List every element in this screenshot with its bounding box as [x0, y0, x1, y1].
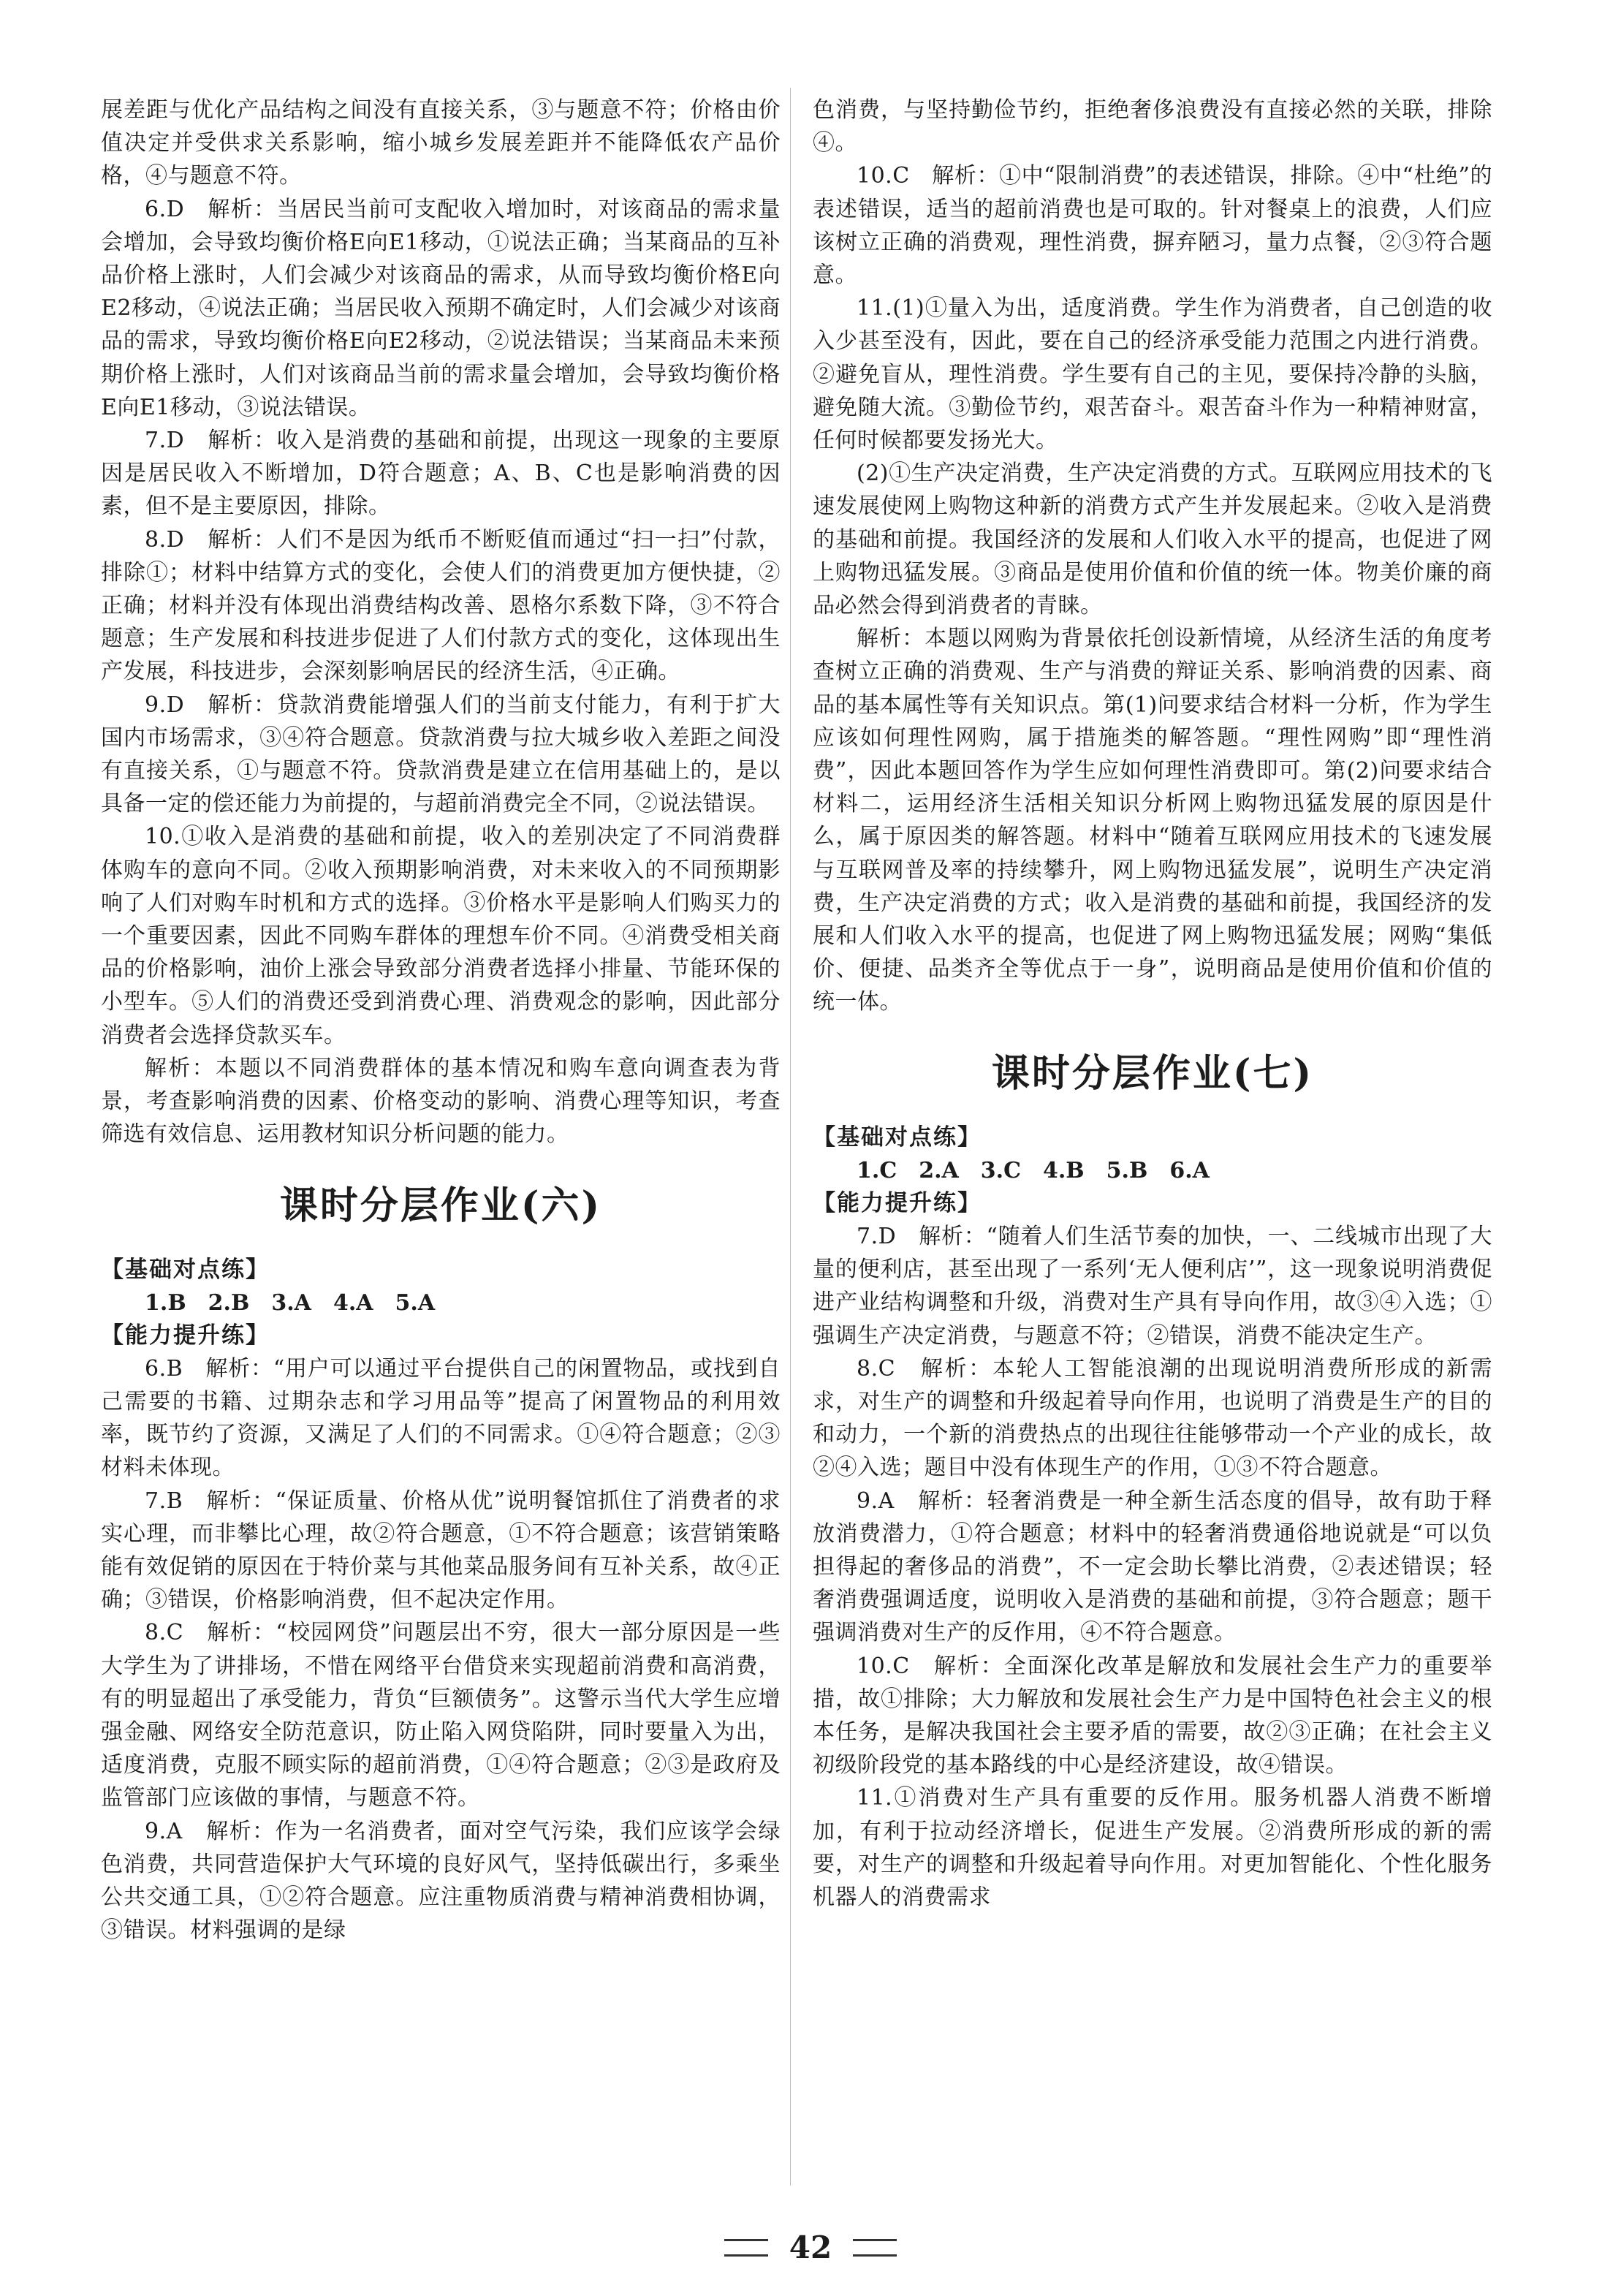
- paragraph: 11.①消费对生产具有重要的反作用。服务机器人消费不断增加，有利于拉动经济增长，促进生产发展。②消费所形成的新的需要，对生产的调整和升级起着导向作用。对更加智能化、个性化服务机器人的消费需求: [813, 1785, 1492, 1910]
- basic-answers: 1.C 2.A 3.C 4.B 5.B 6.A: [857, 1157, 1210, 1183]
- page-footer: [0, 2229, 1621, 2273]
- ability-practice-heading: 【能力提升练】: [101, 1322, 270, 1349]
- paragraph: 10.C 解析：全面深化改革是解放和发展社会生产力的重要举措，故①排除；大力解放和发展社会生产力是中国特色社会主义的根本任务，是解决我国社会主要矛盾的需要，故②③正确；在社会主义初级阶段党的基本路线的中心是经济建设，故④错误。: [813, 1653, 1492, 1778]
- basic-practice-heading: 【基础对点练】: [101, 1256, 270, 1283]
- basic-practice-heading: 【基础对点练】: [813, 1124, 982, 1151]
- section-title: 课时分层作业(六): [279, 1183, 602, 1228]
- paragraph: 解析：本题以网购为背景依托创设新情境，从经济生活的角度考查树立正确的消费观、生产与消费的辩证关系、影响消费的因素、商品的基本属性等有关知识点。第(1)问要求结合材料一分析，作为学生应该如何理性网购，属于措施类的解答题。“理性网购”即“理性消费”，因此本题回答作为学生应如何理性消费即可。第(2)问要求结合材料二，运用经济生活相关知识分析网上购物迅猛发展的原因是什么，属于原因类的解答题。材料中“随着互联网应用技术的飞速发展与互联网普及率的持续攀升，网上购物迅猛发展”，说明生产决定消费，生产决定消费的方式；收入是消费的基础和前提，我国经济的发展和人们收入水平的提高，也促进了网上购物迅猛发展；网购“集低价、便捷、品类齐全等优点于一身”，说明商品是使用价值和价值的统一体。: [813, 626, 1492, 1015]
- paragraph: 6.B 解析：“用户可以通过平台提供自己的闲置物品，或找到自己需要的书籍、过期杂志和学习用品等”提高了闲置物品的利用效率，既节约了资源，又满足了人们的不同需求。①④符合题意；②③材料未体现。: [101, 1355, 781, 1481]
- column-divider: [790, 88, 791, 2186]
- footer-rule-right: [853, 2239, 897, 2257]
- paragraph: 7.D 解析：“随着人们生活节奏的加快，一、二线城市出现了大量的便利店，甚至出现了一系列‘无人便利店’”，这一现象说明消费促进产业结构调整和升级，消费对生产具有导向作用，故③④入选；①强调生产决定消费，与题意不符；②错误，消费不能决定生产。: [813, 1223, 1492, 1349]
- paragraph: 8.D 解析：人们不是因为纸币不断贬值而通过“扫一扫”付款，排除①；材料中结算方式的变化，会使人们的消费更加方便快捷，②正确；材料并没有体现出消费结构改善、恩格尔系数下降，③不符合题意；生产发展和科技进步促进了人们付款方式的变化，这体现出生产发展，科技进步，会深刻影响居民的经济生活，④正确。: [101, 526, 781, 685]
- paragraph: 色消费，与坚持勤俭节约，拒绝奢侈浪费没有直接必然的关联，排除④。: [813, 97, 1492, 156]
- paragraph: 8.C 解析：“校园网贷”问题层出不穷，很大一部分原因是一些大学生为了讲排场，不惜在网络平台借贷来实现超前消费和高消费，有的明显超出了承受能力，背负“巨额债务”。这警示当代大学生应增强金融、网络安全防范意识，防止陷入网贷陷阱，同时要量入为出，适度消费，克服不顾实际的超前消费，①④符合题意；②③是政府及监管部门应该做的事情，与题意不符。: [101, 1620, 781, 1811]
- right-column: [813, 94, 1492, 1914]
- footer-rule-left: [724, 2239, 768, 2257]
- paragraph: 11.(1)①量入为出，适度消费。学生作为消费者，自己创造的收入少甚至没有，因此，要在自己的经济承受能力范围之内进行消费。②避免盲从，理性消费。学生要有自己的主见，要保持冷静的头脑，避免随大流。③勤俭节约，艰苦奋斗。艰苦奋斗作为一种精神财富，任何时候都要发扬光大。: [813, 295, 1492, 454]
- basic-answers: 1.B 2.B 3.A 4.A 5.A: [145, 1289, 436, 1316]
- paragraph: 展差距与优化产品结构之间没有直接关系，③与题意不符；价格由价值决定并受供求关系影响，缩小城乡发展差距并不能降低农产品价格，④与题意不符。: [101, 97, 781, 189]
- left-column: [101, 94, 781, 1947]
- paragraph: 9.A 解析：轻奢消费是一种全新生活态度的倡导，故有助于释放消费潜力，①符合题意；材料中的轻奢消费通俗地说就是“可以负担得起的奢侈品的消费”，不一定会助长攀比消费，②表述错误；轻奢消费强调适度，说明收入是消费的基础和前提，③符合题意；题干强调消费对生产的反作用，④不符合题意。: [813, 1488, 1492, 1646]
- page-number: 42: [789, 2229, 832, 2265]
- paragraph: 7.D 解析：收入是消费的基础和前提，出现这一现象的主要原因是居民收入不断增加，D符合题意；A、B、C也是影响消费的因素，但不是主要原因，排除。: [101, 428, 781, 520]
- paragraph: 8.C 解析：本轮人工智能浪潮的出现说明消费所形成的新需求，对生产的调整和升级起着导向作用，也说明了消费是生产的目的和动力，一个新的消费热点的出现往往能够带动一个产业的成长，故②④入选；题目中没有体现生产的作用，①③不符合题意。: [813, 1355, 1492, 1481]
- paragraph: 6.D 解析：当居民当前可支配收入增加时，对该商品的需求量会增加，会导致均衡价格E向E1移动，①说法正确；当某商品的互补品价格上涨时，人们会减少对该商品的需求，从而导致均衡价格E向E2移动，④说法正确；当居民收入预期不确定时，人们会减少对该商品的需求，导致均衡价格E向E2移动，②说法错误；当某商品未来预期价格上涨时，人们对该商品当前的需求量会增加，会导致均衡价格E向E1移动，③说法错误。: [101, 196, 781, 420]
- ability-practice-heading: 【能力提升练】: [813, 1189, 982, 1216]
- paragraph: 9.A 解析：作为一名消费者，面对空气污染，我们应该学会绿色消费，共同营造保护大气环境的良好风气，坚持低碳出行，多乘坐公共交通工具，①②符合题意。应注重物质消费与精神消费相协调，③错误。材料强调的是绿: [101, 1818, 781, 1944]
- paragraph: 9.D 解析：贷款消费能增强人们的当前支付能力，有利于扩大国内市场需求，③④符合题意。贷款消费与拉大城乡收入差距之间没有直接关系，①与题意不符。贷款消费是建立在信用基础上的，是以具备一定的偿还能力为前提的，与超前消费完全不同，②说法错误。: [101, 692, 781, 817]
- section-title: 课时分层作业(七): [991, 1050, 1314, 1096]
- paragraph: 解析：本题以不同消费群体的基本情况和购车意向调查表为背景，考查影响消费的因素、价格变动的影响、消费心理等知识，考查筛选有效信息、运用教材知识分析问题的能力。: [101, 1055, 781, 1148]
- paragraph: 10.①收入是消费的基础和前提，收入的差别决定了不同消费群体购车的意向不同。②收入预期影响消费，对未来收入的不同预期影响了人们对购车时机和方式的选择。③价格水平是影响人们购买力的一个重要因素，因此不同购车群体的理想车价不同。④消费受相关商品的价格影响，油价上涨会导致部分消费者选择小排量、节能环保的小型车。⑤人们的消费还受到消费心理、消费观念的影响，因此部分消费者会选择贷款买车。: [101, 824, 781, 1048]
- paragraph: 10.C 解析：①中“限制消费”的表述错误，排除。④中“杜绝”的表述错误，适当的超前消费也是可取的。针对餐桌上的浪费，人们应该树立正确的消费观，理性消费，摒弃陋习，量力点餐，②③符合题意。: [813, 163, 1492, 289]
- paragraph: 7.B 解析：“保证质量、价格从优”说明餐馆抓住了消费者的求实心理，而非攀比心理，故②符合题意，①不符合题意；该营销策略能有效促销的原因在于特价菜与其他菜品服务间有互补关系，故④正确；③错误，价格影响消费，但不起决定作用。: [101, 1488, 781, 1613]
- paragraph: (2)①生产决定消费，生产决定消费的方式。互联网应用技术的飞速发展使网上购物这种新的消费方式产生并发展起来。②收入是消费的基础和前提。我国经济的发展和人们收入水平的提高，也促进了网上购物迅猛发展。③商品是使用价值和价值的统一体。物美价廉的商品必然会得到消费者的青睐。: [813, 461, 1492, 619]
